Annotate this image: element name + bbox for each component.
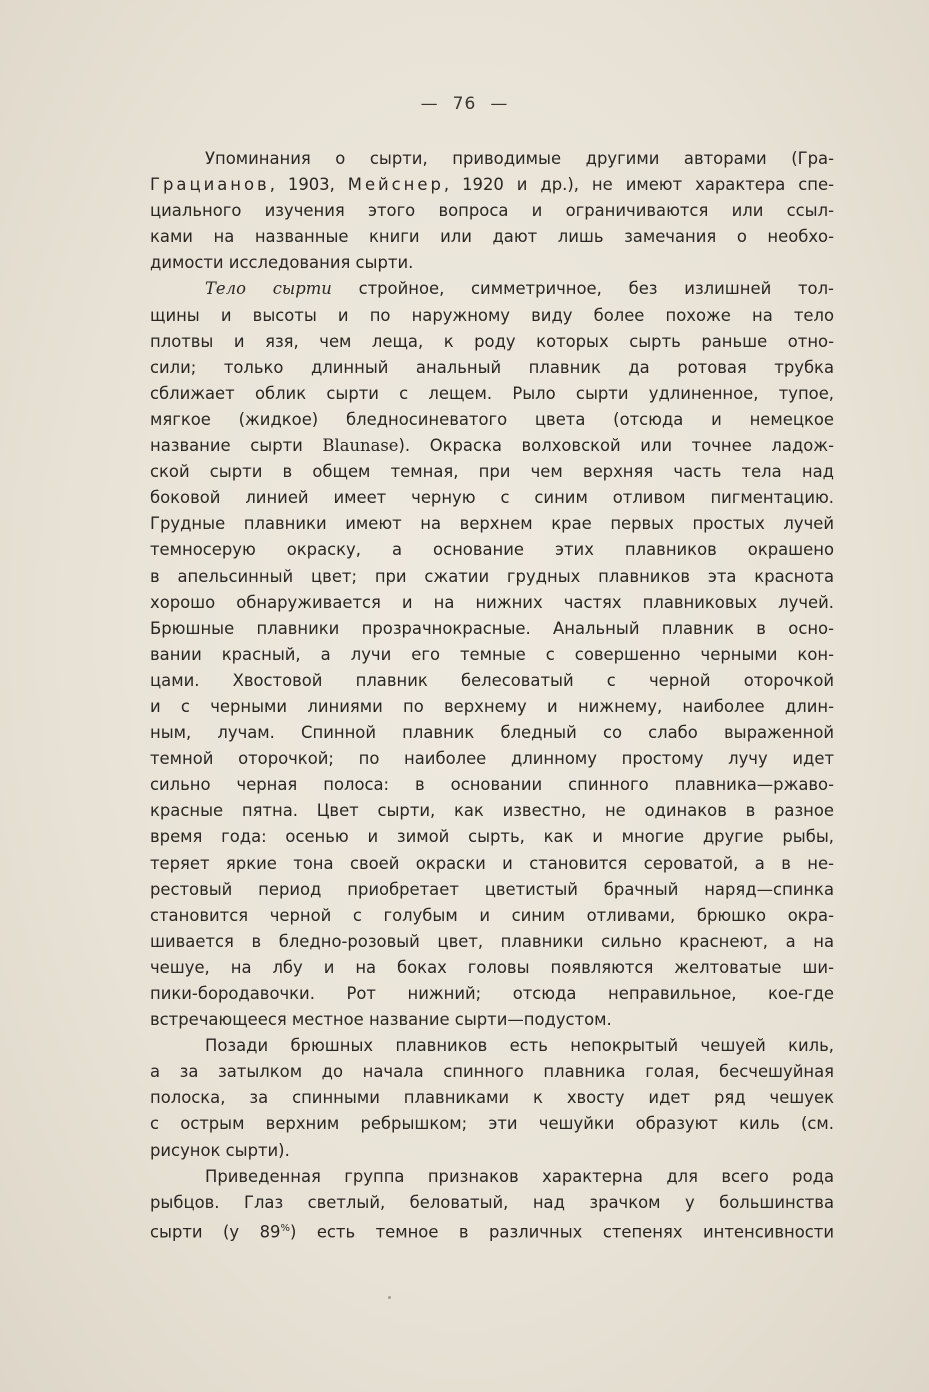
text-line: сырти (у 89%) есть темное в различных степенях интенсивности — [150, 1222, 834, 1242]
text-line: с острым верхним ребрышком; эти чешуйки образуют киль (см. — [150, 1114, 834, 1134]
page-number-dash-left: — — [420, 94, 439, 114]
text-line: время года: осенью и зимой сырть, как и многие другие рыбы, — [150, 827, 834, 847]
text-line: Упоминания о сырти, приводимые другими авторами (Гра- — [205, 149, 834, 168]
text-line: Грудные плавники имеют на верхнем крае первых простых лучей — [150, 514, 834, 534]
text-line: хорошо обнаруживается и на нижних частях плавниковых лучей. — [150, 592, 834, 612]
page-number-value: 76 — [452, 94, 477, 114]
text-line: пики-бородавочки. Рот нижний; отсюда неправильное, кое-где — [150, 984, 834, 1003]
text-line: темной оторочкой; по наиболее длинному простому лучу идет — [150, 749, 834, 769]
text-line: ской сырти в общем темная, при чем верхняя часть тела над — [150, 462, 834, 482]
body-text — [150, 146, 834, 1242]
text-line: плотвы и язя, чем леща, к роду которых сырть раньше отно- — [150, 331, 834, 351]
text-line: сильно черная полоса: в основании спинного плавника—ржаво- — [150, 775, 834, 795]
text-line: ками на названные книги или дают лишь замечания о необхо- — [150, 227, 834, 247]
text-line: сближает облик сырти с лещем. Рыло сырти удлиненное, тупое, — [150, 383, 834, 403]
text-line: цами. Хвостовой плавник белесоватый с черной оторочкой — [150, 670, 834, 690]
latin-term: Blaunase — [322, 436, 399, 456]
text-line: вании красный, а лучи его темные с совершенно черными кон- — [150, 644, 834, 664]
text-line: мягкое (жидкое) бледносиневатого цвета (отсюда и немецкое — [150, 409, 834, 429]
text-line: становится черной с голубым и синим отливами, брюшко окра- — [150, 905, 834, 925]
page-number-dash-right: — — [490, 94, 509, 114]
text-line: а за затылком до начала спинного плавника голая, бесчешуйная — [150, 1062, 834, 1082]
text-line: Позади брюшных плавников есть непокрытый чешуей киль, — [205, 1036, 834, 1056]
text-line: циального изучения этого вопроса и ограничиваются или ссыл- — [150, 201, 834, 221]
text-line: и с черными линиями по верхнему и нижнему, наиболее длин- — [150, 696, 834, 716]
text-line: рыбцов. Глаз светлый, беловатый, над зрачком у большинства — [150, 1192, 834, 1212]
text-line: щины и высоты и по наружному виду более похоже на тело — [150, 305, 834, 325]
text-line: название сырти Blaunase). Окраска волховской или точнее ладож- — [150, 436, 834, 456]
percent-number: 89 — [259, 1222, 281, 1242]
percent-sign: % — [280, 1222, 290, 1234]
author-name: Грацианов — [150, 175, 270, 195]
text-line: рестовый период приобретает цветистый брачный наряд—спинка — [150, 879, 834, 899]
text-line: рисунок сырти). — [150, 1140, 290, 1160]
paper-speck — [388, 1296, 391, 1299]
italic-term: Тело сырти — [205, 279, 332, 299]
text-line: Приведенная группа признаков характерна для всего рода — [205, 1166, 834, 1186]
author-name: Мейснер — [347, 175, 444, 195]
text-line: шивается в бледно-розовый цвет, плавники сильно краснеют, а на — [150, 931, 834, 951]
text-line: темносерую окраску, а основание этих плавников окрашено — [150, 540, 834, 560]
text-line: в апельсинный цвет; при сжатии грудных плавников эта краснота — [150, 566, 834, 586]
text-line: боковой линией имеет черную с синим отливом пигментацию. — [150, 488, 834, 508]
page-number — [0, 94, 929, 114]
text-line: встречающееся местное название сырти—подустом. — [150, 1010, 612, 1030]
text-line: Брюшные плавники прозрачнокрасные. Анальный плавник в осно- — [150, 618, 834, 638]
text-line: Тело сырти стройное, симметричное, без излишней тол- — [205, 279, 834, 299]
text-line: полоска, за спинными плавниками к хвосту идет ряд чешуек — [150, 1088, 834, 1108]
text-line: Грацианов, 1903, Мейснер, 1920 и др.), не имеют характера спе- — [150, 175, 834, 195]
text-line: красные пятна. Цвет сырти, как известно, не одинаков в разное — [150, 801, 834, 821]
text-line: ным, лучам. Спинной плавник бледный со слабо выраженной — [150, 723, 834, 743]
text-line: теряет яркие тона своей окраски и становится сероватой, а в не- — [150, 853, 834, 873]
text-line: димости исследования сырти. — [150, 253, 414, 273]
text-line: сили; только длинный анальный плавник да ротовая трубка — [150, 357, 834, 377]
text-line: чешуе, на лбу и на боках головы появляются желтоватые ши- — [150, 957, 834, 977]
